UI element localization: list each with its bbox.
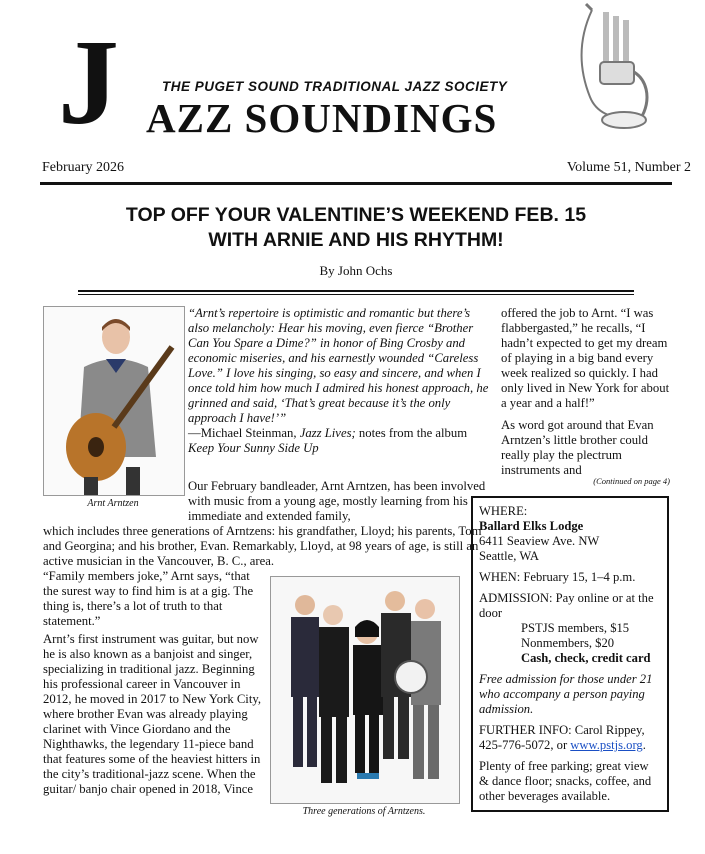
arnt-portrait-photo [43, 306, 185, 496]
body-paragraph-1c: “Family members joke,” Arnt says, “that the surest way to find him is at a gig. The thing is, there’s a lot of truth to that statement.” [43, 569, 254, 628]
article-headline [40, 203, 672, 253]
headline-line-1: TOP OFF YOUR VALENTINE’S WEEKEND FEB. 15 [125, 204, 587, 226]
continued-note: (Continued on page 4) [593, 476, 670, 486]
photo1-caption: Arnt Arntzen [87, 498, 139, 509]
event-info-box [471, 496, 669, 812]
family-band-photo [270, 576, 460, 804]
further-info-end: . [642, 738, 646, 752]
right-column [501, 306, 671, 485]
further-info: FURTHER INFO: Carol Rippey, 425-776-5072, or [479, 723, 645, 752]
member-price: PSTJS members, $15 [521, 621, 630, 635]
admission-label: ADMISSION: Pay online or at the door [479, 591, 654, 620]
body-paragraph-1b: which includes three generations of Arntzens: his grandfather, Lloyd; his parents, Tom and Georgina; and his brother, Evan. Remarkably, Lloyd, at 98 years of age, is still an active musician in the Vancouver, B. C., area. [43, 524, 482, 568]
photo2-caption: Three generations of Arntzens. [302, 806, 426, 817]
venue-address-2: Seattle, WA [479, 549, 539, 563]
body-paragraph-1a: Our February bandleader, Arnt Arntzen, has been involved with music from a young age, mostly learning from his immediate and extended family, [188, 479, 486, 523]
free-admission-note: Free admission for those under 21 who accompany a person paying admission. [479, 672, 653, 716]
masthead-big-letter: J [58, 15, 117, 150]
nonmember-price: Nonmembers, $20 [521, 636, 615, 650]
masthead-rule [40, 182, 672, 185]
venue-name: Ballard Elks Lodge [479, 519, 584, 533]
headline-line-2: WITH ARNIE AND HIS RHYTHM! [208, 229, 504, 251]
quote-attr-author: —Michael Steinman, [188, 426, 300, 440]
parking-note: Plenty of free parking; great view & dance floor; snacks, coffee, and other beverages available. [479, 759, 652, 803]
pull-quote [188, 306, 492, 456]
body-paragraph-2: Arnt’s first instrument was guitar, but now he is also known as a banjoist and singer, specializing in traditional jazz. Beginning his professional career in Vancouver in 2012, he moved in 2017 to New York City, where brother Evan was already playing clarinet with Vince Giordano and the Nighthawks, the legendary 11-piece band that features some of the heaviest hitters in the city’s traditional-jazz scene. When the guitar/ banjo chair opened in 2018, Vince [43, 632, 262, 796]
newsletter-title: AZZ SOUNDINGS [146, 95, 498, 141]
issue-volume: Volume 51, Number 2 [566, 160, 691, 175]
issue-date: February 2026 [42, 160, 125, 175]
quote-attribution [188, 426, 467, 455]
where-label: WHERE: [479, 504, 528, 518]
quote-attr-album: Keep Your Sunny Side Up [188, 441, 319, 455]
website-link[interactable]: www.pstjs.org [570, 738, 643, 752]
headline-rule [78, 290, 634, 295]
byline: By John Ochs [319, 263, 393, 278]
quote-attr-book: Jazz Lives; [299, 426, 356, 440]
payment-methods: Cash, check, credit card [521, 651, 651, 665]
quote-attr-middle: notes from the album [355, 426, 468, 440]
right-paragraph-2: As word got around that Evan Arntzen’s little brother could really play the plectrum instruments and [501, 418, 654, 477]
event-time: WHEN: February 15, 1–4 p.m. [479, 570, 636, 584]
venue-address-1: 6411 Seaview Ave. NW [479, 534, 600, 548]
trumpet-illustration [572, 2, 662, 130]
quote-text: “Arnt’s repertoire is optimistic and romantic but there’s also melancholy: Hear his moving, even fierce “Brother Can You Spare a Dime?” in honor of Bing Crosby and economic miseries, and his earnestly wounded “Careless Love.” I love his singing, so easy and sincere, and when I once told him how much I admired his honest approach, he grinned and said, ‘That’s great because it’s the only approach I have!’” [188, 306, 489, 425]
right-paragraph-1: offered the job to Arnt. “I was flabbergasted,” he recalls, “I hadn’t expected to get my dream of playing in a big band every week realized so quickly. I had only lived in New York for about a year and a half!” [501, 306, 670, 410]
society-name: THE PUGET SOUND TRADITIONAL JAZZ SOCIETY [162, 79, 508, 94]
